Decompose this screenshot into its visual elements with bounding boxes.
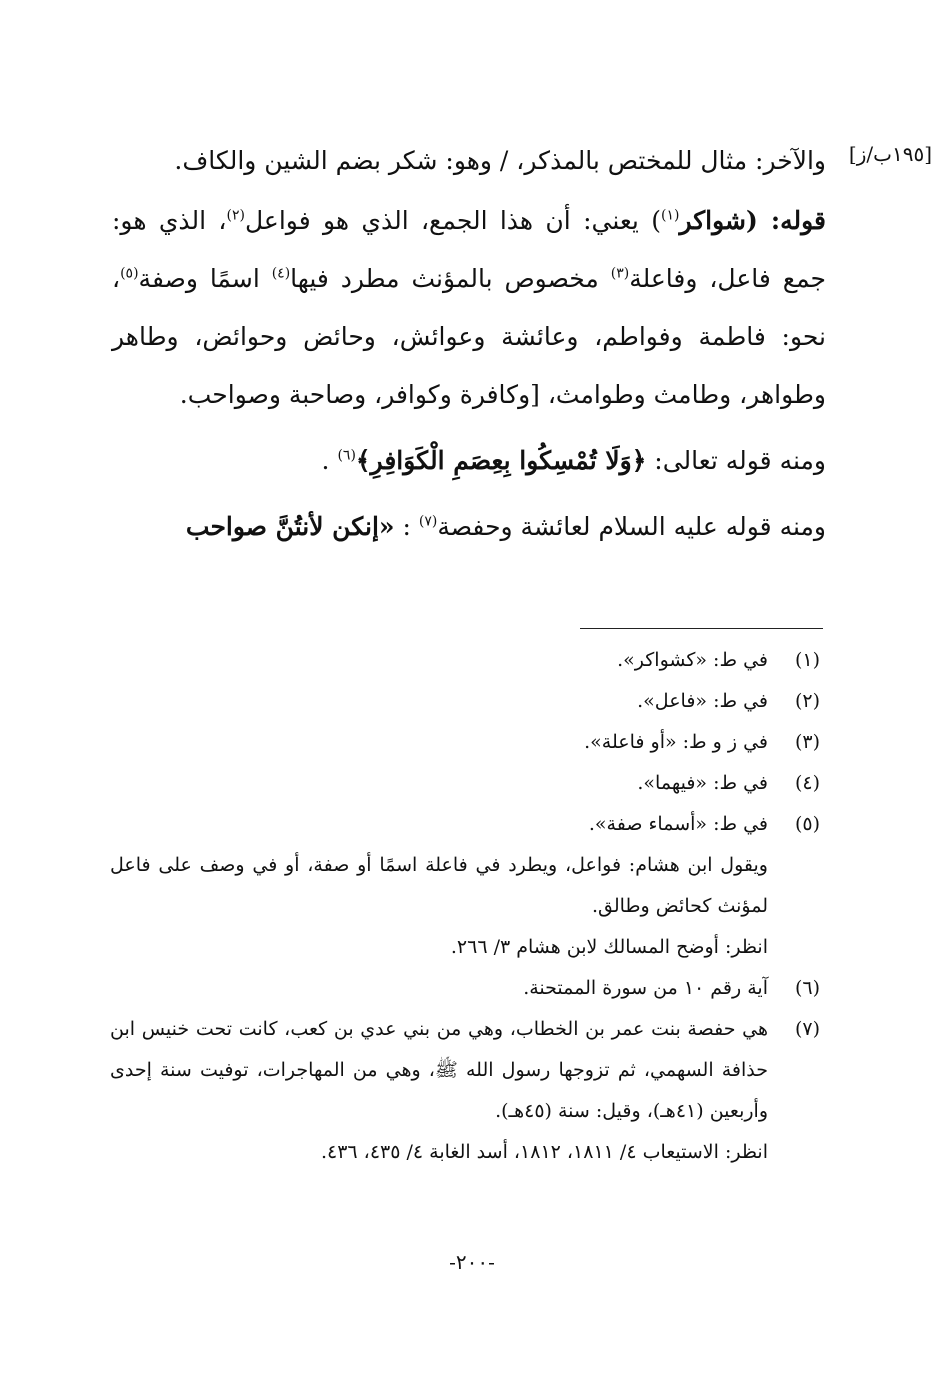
text-segment: : — [394, 512, 419, 541]
footnote-number: (٥) — [794, 813, 820, 835]
footnote-text: في ز و ط: «أو فاعلة». — [584, 731, 768, 753]
paragraph-shawakir — [112, 192, 826, 424]
footnote-ref-1[interactable]: (١) — [660, 207, 680, 224]
text-segment: ومنه قوله تعالى: — [646, 446, 826, 475]
main-text — [112, 136, 826, 556]
text-segment: ، نحو: فاطمة وفواطم، وعائشة وعوائش، وحائض وحوائض، وطاهر وطواهر، وطامث وطوامث، [وكافرة وكوافر، وصاحبة وصواحب. — [112, 264, 826, 409]
quran-verse: ﴿وَلَا تُمْسِكُوا بِعِصَمِ الْكَوَافِرِ﴾ — [355, 446, 647, 475]
manuscript-folio-reference: [١٩٥ب/ز] — [848, 142, 932, 166]
text-segment: . — [321, 446, 338, 475]
footnote-7-reference: انظر: الاستيعاب ٤/ ١٨١١، ١٨١٢، أسد الغابة ٤/ ٤٣٥، ٤٣٦. — [320, 1141, 768, 1163]
footnote-ref-6[interactable]: (٦) — [337, 447, 356, 464]
footnote-ref-5[interactable]: (٥) — [120, 265, 139, 282]
footnote-number: (٧) — [794, 1018, 820, 1040]
footnote-1 — [110, 640, 820, 681]
footnote-ref-2[interactable]: (٢) — [226, 207, 245, 224]
footnote-text: آية رقم ١٠ من سورة الممتحنة. — [523, 977, 768, 999]
footnote-3 — [110, 722, 820, 763]
footnote-7 — [110, 1009, 820, 1132]
footnote-5-reference: انظر: أوضح المسالك لابن هشام ٣/ ٢٦٦. — [450, 936, 768, 958]
text-segment: ) يعني: أن هذا الجمع، الذي هو فواعل — [244, 206, 661, 235]
footnote-separator — [580, 628, 823, 629]
footnote-number: (٦) — [794, 977, 820, 999]
page-number: -٢٠٠- — [449, 1250, 495, 1274]
footnote-number: (٢) — [794, 690, 820, 712]
footnote-text: في ط: «فاعل». — [637, 690, 768, 712]
paragraph-quran-verse — [112, 432, 826, 490]
main-line-1: والآخر: مثال للمختص بالمذكر، / وهو: شكر بضم الشين والكاف. — [174, 146, 826, 175]
text-segment: اسمًا وصفة — [138, 264, 272, 293]
footnote-number: (٣) — [794, 731, 820, 753]
footnotes — [110, 640, 820, 1173]
footnote-number: (٤) — [794, 772, 820, 794]
footnote-ref-3[interactable]: (٣) — [610, 265, 630, 282]
footnote-text: في ط: «فيهما». — [637, 772, 768, 794]
footnote-5-continuation: ويقول ابن هشام: فواعل، ويطرد في فاعلة اسمًا أو صفة، أو في وصف على فاعل لمؤنث كحائض وطالق. — [110, 854, 768, 917]
text-segment: ، الذي هو: جمع فاعل، وفاعلة — [112, 206, 826, 293]
footnote-6 — [110, 968, 820, 1009]
footnote-text: هي حفصة بنت عمر بن الخطاب، وهي من بني عدي بن كعب، كانت تحت خنيس ابن حذافة السهمي، ثم تزوجها رسول الله ﷺ، وهي من المهاجرات، توفيت سنة إحدى وأربعين (٤١هـ)، وقيل: سنة (٤٥هـ). — [110, 1018, 768, 1122]
footnote-2 — [110, 681, 820, 722]
text-segment: ومنه قوله عليه السلام لعائشة وحفصة — [437, 512, 826, 541]
hadith-quote: «إنكن لأنتُنَّ صواحب — [185, 512, 395, 541]
footnote-ref-4[interactable]: (٤) — [271, 265, 291, 282]
footnote-text: في ط: «كشواكر». — [617, 649, 768, 671]
footnote-4 — [110, 763, 820, 804]
footnote-5 — [110, 804, 820, 845]
footnote-text: في ط: «أسماء صفة». — [588, 813, 768, 835]
lead-phrase: قوله: (شواكر — [679, 206, 826, 235]
paragraph-hadith — [112, 498, 826, 556]
footnote-ref-7[interactable]: (٧) — [418, 513, 438, 530]
text-segment: مخصوص بالمؤنث مطرد فيها — [290, 264, 611, 293]
footnote-number: (١) — [794, 649, 820, 671]
